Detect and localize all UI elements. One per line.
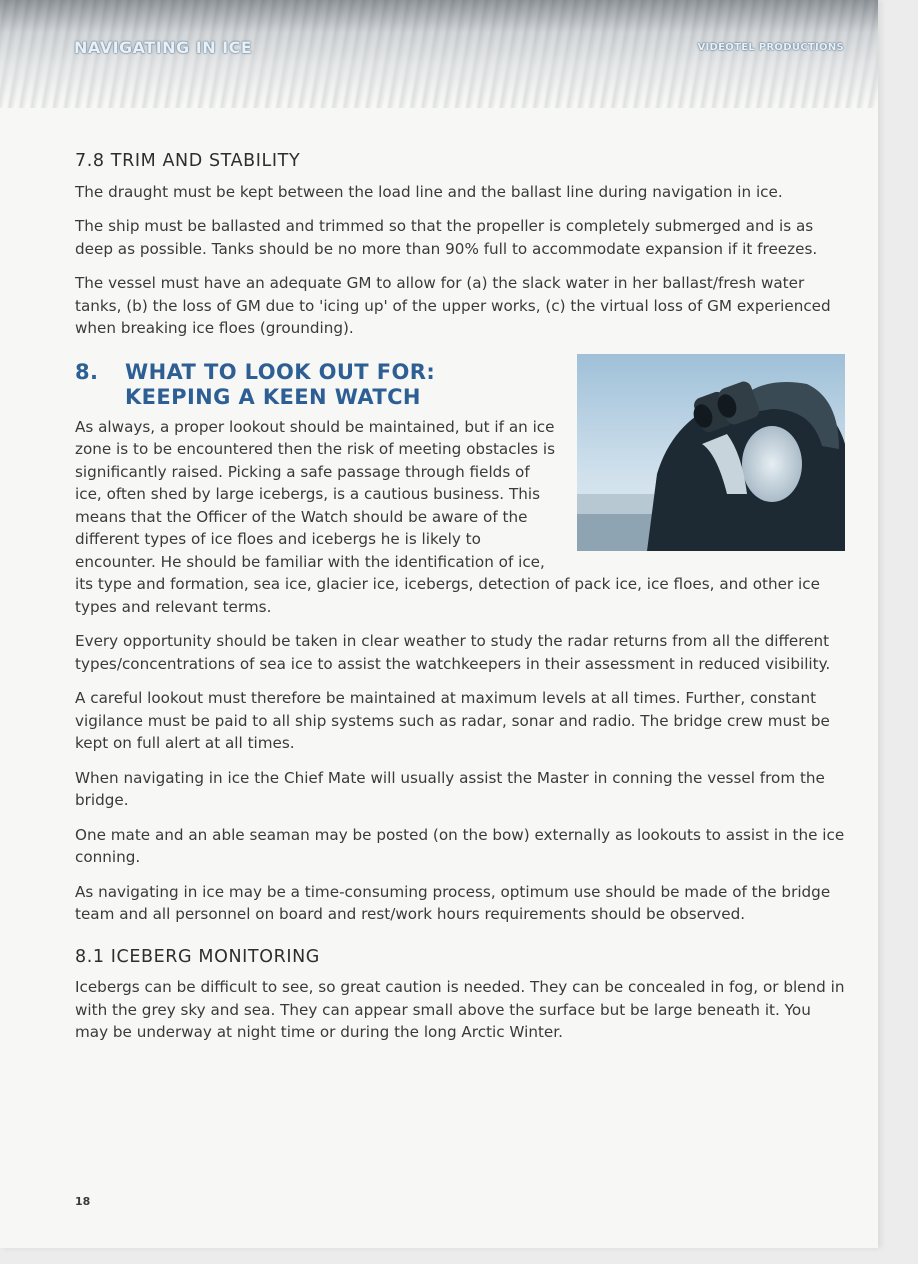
section-8-heading-line1: WHAT TO LOOK OUT FOR:	[125, 359, 436, 384]
paragraph: Icebergs can be difficult to see, so great caution is needed. They can be concealed in fog, or blend in with the grey sky and sea. They can appear small above the surface but be large beneath it. You may be underway at night time or during the long Arctic Winter.	[75, 978, 845, 1041]
paragraph: Every opportunity should be taken in clear weather to study the radar returns from all the different types/concentrations of sea ice to assist the watchkeepers in their assessment in reduced visibility.	[75, 632, 831, 673]
page-content	[75, 150, 845, 1056]
paragraph: When navigating in ice the Chief Mate will usually assist the Master in conning the vessel from the bridge.	[75, 768, 825, 809]
page-number: 18	[75, 1195, 91, 1208]
section-8-number: 8.	[75, 359, 99, 384]
header-publisher: VIDEOTEL PRODUCTIONS	[697, 42, 844, 53]
section-8-heading-line2: KEEPING A KEEN WATCH	[125, 384, 421, 409]
header-title: NAVIGATING IN ICE	[74, 38, 253, 57]
section-8-1-heading: 8.1 ICEBERG MONITORING	[75, 946, 320, 967]
paragraph: The vessel must have an adequate GM to allow for (a) the slack water in her ballast/fresh water tanks, (b) the loss of GM due to 'icing up' of the upper works, (c) the virtual loss of GM experienced when breaking ice floes (grounding).	[75, 274, 831, 337]
lookout-with-binoculars-photo	[577, 354, 845, 551]
paragraph: One mate and an able seaman may be posted (on the bow) externally as lookouts to assist in the ice conning.	[75, 825, 845, 866]
paragraph: The draught must be kept between the load line and the ballast line during navigation in ice.	[75, 182, 783, 201]
paragraph: A careful lookout must therefore be maintained at maximum levels at all times. Further, constant vigilance must be paid to all ship systems such as radar, sonar and radio. The bridge crew must be kept on full alert at all times.	[75, 689, 830, 752]
paragraph: As always, a proper lookout should be maintained, but if an ice zone is to be encountered then the risk of meeting obstacles is significantly raised. Picking a safe passage through fields of ice, often shed by large icebergs, is a cautious business. This means that the Officer of the Watch should be aware of the different types of ice floes and icebergs he is likely to encounter. He should be familiar with the identification of ice, its type and formation, sea ice, glacier ice, icebergs, detection of pack ice, ice floes, and other ice types and relevant terms.	[75, 417, 820, 616]
header-banner	[0, 0, 878, 108]
section-7-8-heading: 7.8 TRIM AND STABILITY	[75, 151, 301, 171]
paragraph: The ship must be ballasted and trimmed so that the propeller is completely submerged and is as deep as possible. Tanks should be no more than 90% full to accommodate expansion if it freezes.	[75, 217, 818, 258]
paragraph: As navigating in ice may be a time-consuming process, optimum use should be made of the bridge team and all personnel on board and rest/work hours requirements should be observed.	[75, 882, 831, 923]
